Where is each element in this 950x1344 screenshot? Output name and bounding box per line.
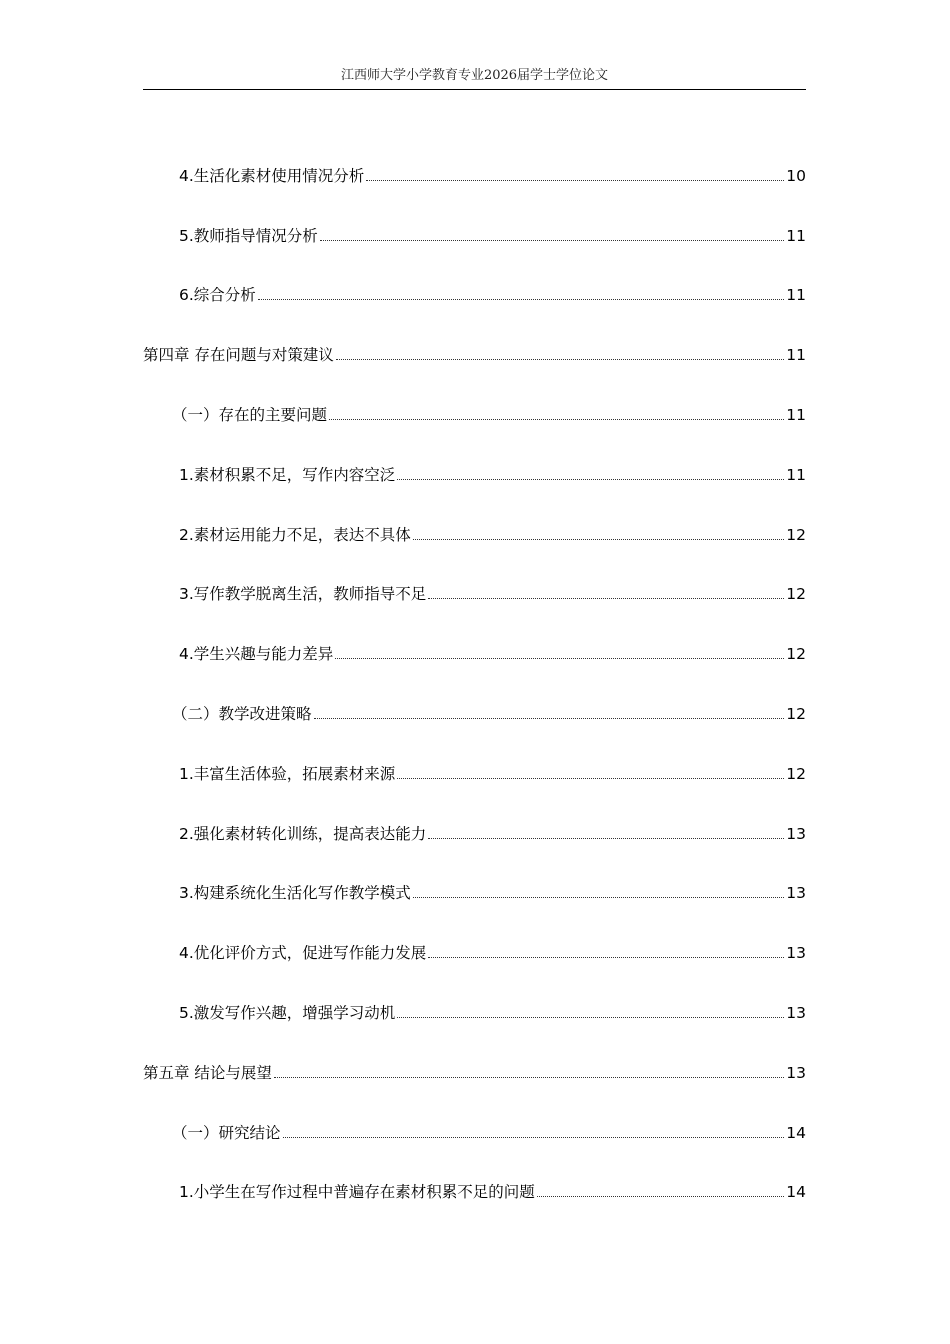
toc-entry-row (143, 1061, 806, 1085)
toc-entry-title: （一）存在的主要问题 (172, 405, 328, 424)
toc-entry-page-number: 11 (786, 465, 806, 484)
toc-entry-title: 1.小学生在写作过程中普遍存在素材积累不足的问题 (179, 1183, 535, 1202)
toc-entry-row (179, 1180, 806, 1204)
toc-dot-leader (314, 718, 785, 719)
toc-entry-row (179, 941, 806, 965)
toc-dot-leader (413, 897, 784, 898)
toc-entry-page-number: 13 (786, 944, 806, 963)
toc-entry-title: （一）研究结论 (172, 1123, 281, 1142)
toc-dot-leader (428, 957, 784, 958)
toc-entry-row (179, 642, 806, 666)
toc-entry-row (172, 1121, 806, 1145)
toc-entry[interactable] (143, 307, 806, 367)
page-header (143, 66, 806, 90)
toc-dot-leader (329, 419, 784, 420)
toc-entry[interactable] (143, 367, 806, 427)
toc-dot-leader (283, 1137, 785, 1138)
toc-entry-page-number: 12 (786, 525, 806, 544)
toc-entry-page-number: 10 (786, 166, 806, 185)
toc-entry[interactable] (143, 666, 806, 726)
toc-entry-page-number: 11 (786, 286, 806, 305)
toc-entry-row (179, 523, 806, 547)
toc-entry[interactable] (143, 487, 806, 547)
toc-entry-title: 3.写作教学脱离生活，教师指导不足 (179, 585, 427, 604)
toc-entry-row (179, 822, 806, 846)
toc-entry-title: 1.丰富生活体验，拓展素材来源 (179, 764, 396, 783)
toc-entry-page-number: 12 (786, 585, 806, 604)
toc-entry-row (179, 1001, 806, 1025)
toc-entry[interactable] (143, 1025, 806, 1085)
toc-entry-page-number: 12 (786, 645, 806, 664)
toc-entry[interactable] (143, 786, 806, 846)
toc-entry[interactable] (143, 427, 806, 487)
toc-entry-page-number: 11 (786, 405, 806, 424)
toc-dot-leader (413, 539, 784, 540)
toc-entry-title: 4.优化评价方式，促进写作能力发展 (179, 944, 427, 963)
toc-entry-page-number: 13 (786, 884, 806, 903)
toc-entry-title: 4.生活化素材使用情况分析 (179, 166, 365, 185)
toc-entry-row (179, 463, 806, 487)
toc-entry-row (179, 881, 806, 905)
toc-entry[interactable] (143, 547, 806, 607)
toc-entry-title: 第五章 结论与展望 (143, 1063, 272, 1082)
toc-entry[interactable] (143, 1145, 806, 1205)
toc-entry[interactable] (143, 965, 806, 1025)
toc-entry-title: 2.素材运用能力不足，表达不具体 (179, 525, 411, 544)
toc-entry[interactable] (143, 606, 806, 666)
toc-entry-page-number: 12 (786, 764, 806, 783)
toc-dot-leader (537, 1196, 784, 1197)
toc-dot-leader (336, 359, 784, 360)
toc-entry-page-number: 11 (786, 226, 806, 245)
toc-entry-row (179, 762, 806, 786)
toc-dot-leader (366, 180, 784, 181)
toc-entry-row (143, 343, 806, 367)
toc-entry[interactable] (143, 128, 806, 188)
page-header-title: 江西师大学小学教育专业2026届学士学位论文 (340, 68, 609, 83)
toc-entry[interactable] (143, 905, 806, 965)
toc-entry-title: （二）教学改进策略 (172, 704, 312, 723)
toc-dot-leader (258, 299, 784, 300)
toc-entry-title: 2.强化素材转化训练，提高表达能力 (179, 824, 427, 843)
toc-entry-page-number: 12 (786, 704, 806, 723)
toc-entry-title: 第四章 存在问题与对策建议 (143, 346, 334, 365)
toc-entry-page-number: 13 (786, 1003, 806, 1022)
toc-dot-leader (274, 1077, 784, 1078)
toc-entry-page-number: 13 (786, 824, 806, 843)
toc-entry[interactable] (143, 188, 806, 248)
toc-entry[interactable] (143, 248, 806, 308)
toc-entry-title: 5.激发写作兴趣，增强学习动机 (179, 1003, 396, 1022)
toc-entry-title: 6.综合分析 (179, 286, 256, 305)
toc-entry[interactable] (143, 726, 806, 786)
toc-dot-leader (335, 658, 784, 659)
toc-entry-page-number: 13 (786, 1063, 806, 1082)
toc-dot-leader (397, 1017, 784, 1018)
toc-entry-page-number: 14 (786, 1183, 806, 1202)
toc-entry-title: 5.教师指导情况分析 (179, 226, 318, 245)
toc-dot-leader (320, 240, 784, 241)
toc-entry[interactable] (143, 846, 806, 906)
toc-dot-leader (428, 838, 784, 839)
toc-entry-title: 3.构建系统化生活化写作教学模式 (179, 884, 411, 903)
toc-entry-row (179, 164, 806, 188)
toc-dot-leader (397, 778, 784, 779)
toc-dot-leader (397, 479, 784, 480)
toc-entry-row (172, 702, 806, 726)
toc-entry[interactable] (143, 1085, 806, 1145)
toc-entry-page-number: 14 (786, 1123, 806, 1142)
toc-entry-row (179, 224, 806, 248)
toc-entry-row (172, 403, 806, 427)
toc-entry-page-number: 11 (786, 346, 806, 365)
toc-entry-row (179, 283, 806, 307)
toc-entry-title: 4.学生兴趣与能力差异 (179, 645, 334, 664)
toc-entry-title: 1.素材积累不足，写作内容空泛 (179, 465, 396, 484)
table-of-contents (143, 128, 806, 1204)
toc-entry-row (179, 582, 806, 606)
toc-dot-leader (428, 598, 784, 599)
